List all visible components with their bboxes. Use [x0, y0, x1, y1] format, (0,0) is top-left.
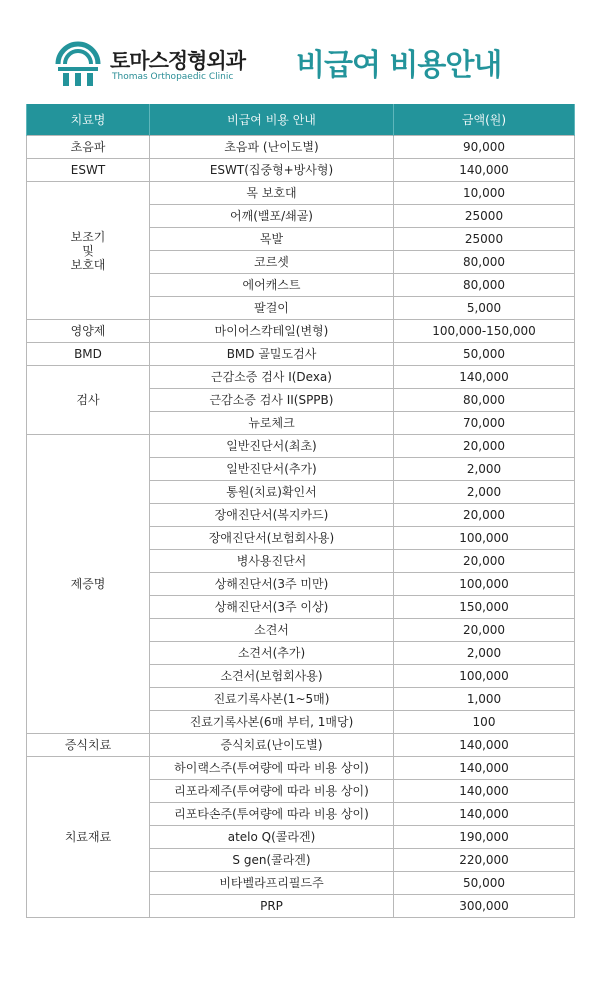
price-cell: 70,000 [394, 412, 575, 435]
table-row [27, 320, 575, 343]
price-cell: 10,000 [394, 182, 575, 205]
price-cell: 2,000 [394, 458, 575, 481]
item-cell: 에어캐스트 [150, 274, 394, 297]
column-header-description: 비급여 비용 안내 [150, 104, 394, 136]
column-header-treatment: 치료명 [27, 104, 150, 136]
clinic-name: 토마스정형외과 [110, 49, 246, 73]
price-cell: 25000 [394, 205, 575, 228]
item-cell: 소견서(추가) [150, 642, 394, 665]
item-cell: 목 보호대 [150, 182, 394, 205]
item-cell: 팔걸이 [150, 297, 394, 320]
clinic-subtitle: Thomas Orthopaedic Clinic [112, 72, 234, 82]
price-cell: 100,000 [394, 527, 575, 550]
price-cell: 20,000 [394, 504, 575, 527]
price-cell: 25000 [394, 228, 575, 251]
item-cell: ESWT(집중형+방사형) [150, 159, 394, 182]
price-cell: 100,000-150,000 [394, 320, 575, 343]
price-cell: 140,000 [394, 803, 575, 826]
item-cell: S gen(콜라겐) [150, 849, 394, 872]
item-cell: 통원(치료)확인서 [150, 481, 394, 504]
price-cell: 20,000 [394, 619, 575, 642]
category-cell: 보조기 및 보호대 [27, 182, 150, 320]
category-cell: ESWT [27, 159, 150, 182]
item-cell: 리포라제주(투여량에 따라 비용 상이) [150, 780, 394, 803]
fee-table-body [27, 136, 575, 918]
price-cell: 2,000 [394, 481, 575, 504]
category-cell: 초음파 [27, 136, 150, 159]
price-cell: 300,000 [394, 895, 575, 918]
table-header-row [27, 104, 575, 136]
price-cell: 2,000 [394, 642, 575, 665]
dome-logo-icon [54, 40, 102, 88]
price-cell: 140,000 [394, 366, 575, 389]
price-cell: 20,000 [394, 550, 575, 573]
page-header [0, 0, 600, 104]
category-cell: 검사 [27, 366, 150, 435]
table-row [27, 159, 575, 182]
table-row [27, 734, 575, 757]
category-cell: 제증명 [27, 435, 150, 734]
category-cell: 영양제 [27, 320, 150, 343]
column-header-price: 금액(원) [394, 104, 575, 136]
price-cell: 190,000 [394, 826, 575, 849]
price-cell: 100,000 [394, 665, 575, 688]
price-cell: 1,000 [394, 688, 575, 711]
item-cell: 근감소증 검사 I(Dexa) [150, 366, 394, 389]
table-row [27, 757, 575, 780]
fee-table [26, 104, 575, 918]
price-cell: 140,000 [394, 159, 575, 182]
price-cell: 220,000 [394, 849, 575, 872]
item-cell: 코르셋 [150, 251, 394, 274]
item-cell: BMD 골밀도검사 [150, 343, 394, 366]
table-row [27, 343, 575, 366]
price-cell: 80,000 [394, 274, 575, 297]
table-row [27, 366, 575, 389]
item-cell: 어깨(밸포/쇄골) [150, 205, 394, 228]
item-cell: atelo Q(콜라겐) [150, 826, 394, 849]
price-cell: 50,000 [394, 343, 575, 366]
price-cell: 140,000 [394, 734, 575, 757]
item-cell: 소견서 [150, 619, 394, 642]
item-cell: 초음파 (난이도별) [150, 136, 394, 159]
item-cell: 뉴로체크 [150, 412, 394, 435]
item-cell: 비타벨라프리필드주 [150, 872, 394, 895]
category-cell: BMD [27, 343, 150, 366]
price-cell: 90,000 [394, 136, 575, 159]
item-cell: 목발 [150, 228, 394, 251]
page-title: 비급여 비용안내 [296, 48, 502, 83]
item-cell: 진료기록사본(6매 부터, 1매당) [150, 711, 394, 734]
item-cell: 장애진단서(보험회사용) [150, 527, 394, 550]
table-row [27, 182, 575, 205]
item-cell: 일반진단서(최초) [150, 435, 394, 458]
table-row [27, 136, 575, 159]
price-cell: 5,000 [394, 297, 575, 320]
item-cell: 상해진단서(3주 미만) [150, 573, 394, 596]
price-cell: 140,000 [394, 780, 575, 803]
item-cell: 진료기록사본(1~5매) [150, 688, 394, 711]
price-cell: 80,000 [394, 389, 575, 412]
item-cell: 소견서(보험회사용) [150, 665, 394, 688]
table-row [27, 435, 575, 458]
category-cell: 치료재료 [27, 757, 150, 918]
price-cell: 100 [394, 711, 575, 734]
price-cell: 50,000 [394, 872, 575, 895]
category-cell: 증식치료 [27, 734, 150, 757]
item-cell: 병사용진단서 [150, 550, 394, 573]
price-cell: 80,000 [394, 251, 575, 274]
item-cell: 근감소증 검사 II(SPPB) [150, 389, 394, 412]
item-cell: 장애진단서(복지카드) [150, 504, 394, 527]
price-cell: 150,000 [394, 596, 575, 619]
price-cell: 140,000 [394, 757, 575, 780]
item-cell: 일반진단서(추가) [150, 458, 394, 481]
item-cell: PRP [150, 895, 394, 918]
price-cell: 20,000 [394, 435, 575, 458]
item-cell: 하이랙스주(투여량에 따라 비용 상이) [150, 757, 394, 780]
price-cell: 100,000 [394, 573, 575, 596]
item-cell: 마이어스칵테일(변형) [150, 320, 394, 343]
item-cell: 상해진단서(3주 이상) [150, 596, 394, 619]
item-cell: 리포타손주(투여량에 따라 비용 상이) [150, 803, 394, 826]
item-cell: 증식치료(난이도별) [150, 734, 394, 757]
